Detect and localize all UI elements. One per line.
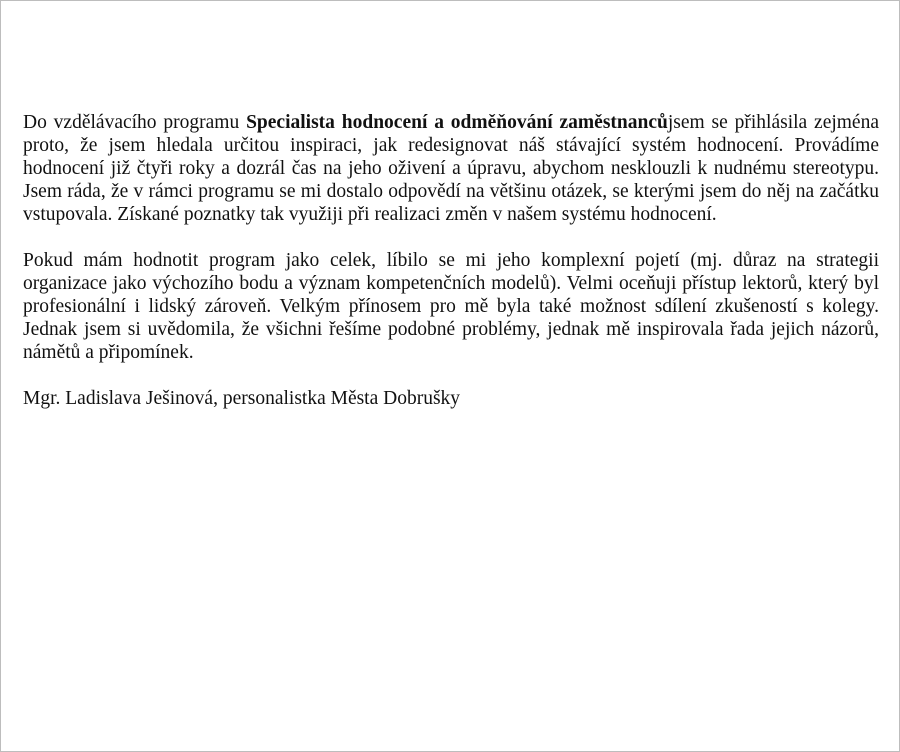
signature: Mgr. Ladislava Ješinová, personalistka Města Dobrušky xyxy=(23,388,461,409)
paragraph-1 xyxy=(23,111,879,226)
paragraph-1-rest: jsem se přihlásila zejména proto, že jsem hledala určitou inspiraci, jak redesignovat náš stávající systém hodnocení. Provádíme hodnocení již čtyři roky a dozrál čas na jeho oživení a úpravu, abychom nesklouzli k nudnému stereotypu. Jsem ráda, že v rámci programu se mi dostalo odpovědí na většinu otázek, se kterými jsem do něj na začátku vstupovala. Získané poznatky tak využiji při realizaci změn v našem systému hodnocení. xyxy=(23,112,879,225)
paragraph-2: Pokud mám hodnotit program jako celek, líbilo se mi jeho komplexní pojetí (mj. důraz na strategii organizace jako výchozího bodu a význam kompetenčních modelů). Velmi oceňuji přístup lektorů, který byl profesionální i lidský zároveň. Velkým přínosem pro mě byla také možnost sdílení zkušeností s kolegy. Jednak jsem si uvědomila, že všichni řešíme podobné problémy, jednak mě inspirovala řada jejich názorů, námětů a připomínek. xyxy=(23,250,879,363)
paragraph-1-lead: Do vzdělávacího programu xyxy=(23,112,247,133)
testimonial-text xyxy=(23,111,879,433)
program-name: Specialista hodnocení a odměňování zaměstnanců xyxy=(246,112,668,133)
